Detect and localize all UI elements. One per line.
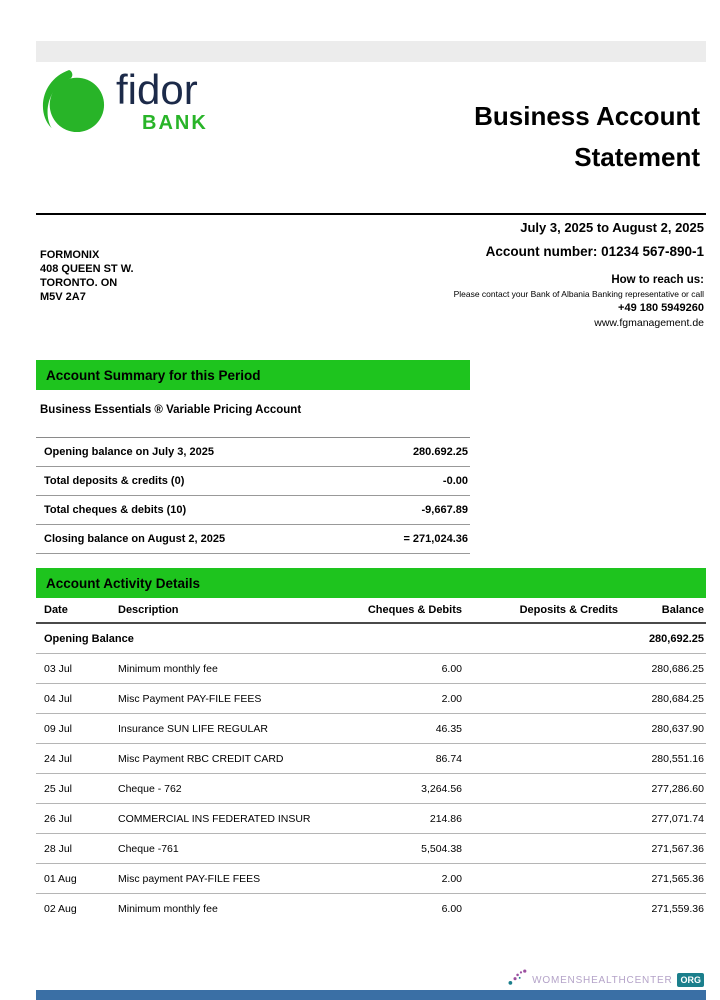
transaction-balance: 280,684.25: [651, 692, 704, 705]
transaction-balance: 277,286.60: [651, 782, 704, 795]
contact-heading: How to reach us:: [611, 274, 704, 286]
watermark-text: WOMENSHEALTHCENTER: [532, 974, 673, 986]
contact-instruction: Please contact your Bank of Albania Banking representative or call: [453, 289, 704, 299]
dots-arc-icon: [507, 966, 529, 988]
fidor-sphere-icon: [40, 68, 106, 134]
summary-label: Total cheques & debits (10): [44, 504, 187, 516]
summary-value: -0.00: [442, 475, 468, 487]
transaction-description: COMMERCIAL INS FEDERATED INSUR: [118, 812, 311, 825]
account-product-name: Business Essentials ® Variable Pricing Account: [40, 404, 302, 416]
col-header-balance: Balance: [661, 604, 704, 616]
col-header-credits: Deposits & Credits: [519, 604, 618, 616]
transaction-balance: 280,637.90: [651, 722, 704, 735]
transaction-description: Insurance SUN LIFE REGULAR: [118, 722, 268, 735]
account-number: Account number: 01234 567-890-1: [485, 244, 704, 259]
transaction-date: 24 Jul: [44, 752, 73, 765]
watermark-org-badge: ORG: [677, 973, 704, 987]
page-title-line1: Business Account: [474, 101, 700, 131]
summary-table: [36, 437, 470, 554]
opening-balance-label: Opening Balance: [44, 632, 134, 645]
summary-row: [36, 525, 470, 554]
recipient-city: TORONTO. ON: [40, 277, 118, 289]
transaction-date: 09 Jul: [44, 722, 73, 735]
transaction-balance: 271,559.36: [651, 903, 704, 915]
contact-phone: +49 180 5949260: [618, 302, 704, 314]
summary-row: [36, 438, 470, 467]
opening-balance-value: 280,692.25: [648, 632, 704, 645]
transaction-description: Minimum monthly fee: [118, 662, 218, 675]
transaction-date: 02 Aug: [44, 903, 77, 915]
table-row: [36, 894, 706, 924]
table-row: [36, 654, 706, 684]
transaction-debit: 214.86: [429, 812, 462, 825]
col-header-date: Date: [44, 604, 68, 616]
summary-value: -9,667.89: [421, 504, 468, 516]
transaction-date: 26 Jul: [44, 812, 73, 825]
activity-header-row: [36, 598, 706, 624]
transaction-debit: 46.35: [435, 722, 462, 735]
bank-logo: [40, 68, 208, 135]
table-row: [36, 864, 706, 894]
recipient-address-block: [40, 248, 134, 304]
bottom-blue-bar: [36, 990, 706, 1000]
transaction-debit: 6.00: [441, 662, 462, 675]
recipient-name: FORMONIX: [40, 249, 100, 261]
logo-name: fidor: [116, 66, 198, 113]
summary-label: Total deposits & credits (0): [44, 475, 185, 487]
col-header-description: Description: [118, 604, 179, 616]
summary-label: Opening balance on July 3, 2025: [44, 446, 214, 458]
transaction-date: 25 Jul: [44, 782, 73, 795]
page-title-line2: Statement: [574, 142, 700, 172]
table-row: [36, 834, 706, 864]
transaction-balance: 280,686.25: [651, 662, 704, 675]
summary-value: = 271,024.36: [403, 533, 468, 545]
activity-section-header: Account Activity Details: [36, 568, 706, 598]
transaction-date: 28 Jul: [44, 842, 73, 855]
transaction-balance: 271,567.36: [651, 842, 704, 855]
transaction-debit: 5,504.38: [421, 842, 462, 855]
transaction-description: Minimum monthly fee: [118, 903, 218, 915]
summary-section-header: Account Summary for this Period: [36, 360, 470, 390]
summary-value: 280.692.25: [412, 446, 468, 458]
recipient-postal: M5V 2A7: [40, 291, 86, 303]
page-title: [474, 96, 700, 178]
transaction-description: Misc payment PAY-FILE FEES: [118, 872, 261, 885]
transaction-description: Misc Payment RBC CREDIT CARD: [118, 752, 284, 765]
transaction-date: 04 Jul: [44, 692, 73, 705]
summary-row: [36, 496, 470, 525]
transaction-debit: 3,264.56: [421, 782, 462, 795]
table-row: [36, 804, 706, 834]
table-row: [36, 744, 706, 774]
transaction-debit: 2.00: [441, 692, 462, 705]
contact-block: [454, 274, 704, 329]
header-divider: [36, 213, 706, 215]
summary-row: [36, 467, 470, 496]
transaction-balance: 271,565.36: [651, 872, 704, 885]
logo-wordmark: [116, 66, 208, 135]
transaction-debit: 86.74: [435, 752, 462, 765]
transaction-date: 03 Jul: [44, 662, 73, 675]
transaction-description: Misc Payment PAY-FILE FEES: [118, 692, 262, 705]
statement-period: July 3, 2025 to August 2, 2025: [520, 220, 704, 235]
transaction-description: Cheque - 762: [118, 782, 182, 795]
transaction-balance: 280,551.16: [651, 752, 704, 765]
table-row: [36, 774, 706, 804]
transaction-balance: 277,071.74: [651, 812, 704, 825]
transaction-description: Cheque -761: [118, 842, 179, 855]
table-row: [36, 714, 706, 744]
table-row: [36, 684, 706, 714]
transaction-date: 01 Aug: [44, 872, 77, 885]
opening-balance-row: [36, 624, 706, 654]
top-gray-bar: [36, 41, 706, 62]
col-header-debits: Cheques & Debits: [367, 604, 462, 616]
contact-website: www.fgmanagement.de: [594, 317, 704, 329]
recipient-street: 408 QUEEN ST W.: [40, 263, 134, 275]
summary-label: Closing balance on August 2, 2025: [44, 533, 226, 545]
transaction-debit: 6.00: [441, 903, 462, 915]
logo-bank-label: BANK: [142, 112, 208, 134]
transaction-debit: 2.00: [441, 872, 462, 885]
activity-table: [36, 598, 706, 924]
